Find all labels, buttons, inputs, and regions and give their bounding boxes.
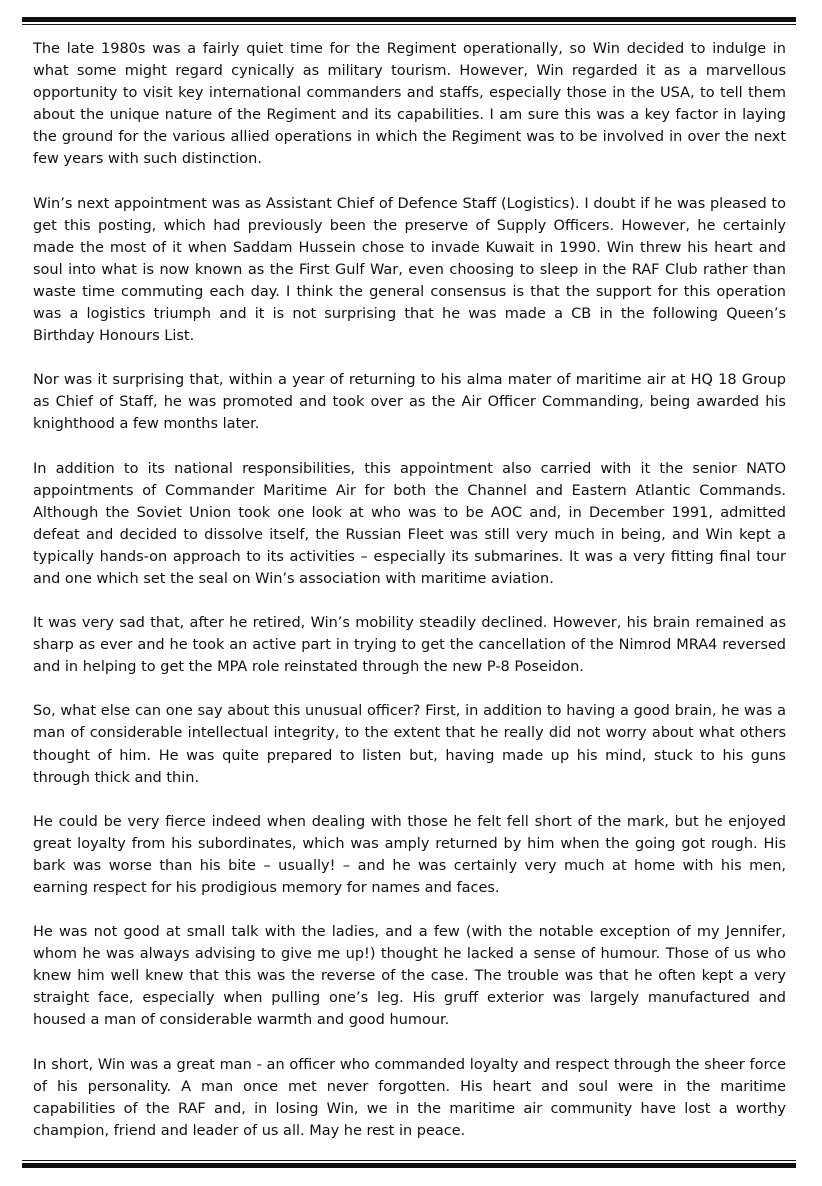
- top-rule: [22, 17, 796, 25]
- paragraph: He was not good at small talk with the ladies, and a few (with the notable exception of my Jennifer, whom he was always advising to give me up!) thought he lacked a sense of humour. Those of us who knew him well knew that this was the reverse of the case. The trouble was that he often kept a very straight face, especially when pulling one’s leg. His gruff exterior was largely manufactured and housed a man of considerable warmth and good humour.: [33, 924, 786, 1029]
- paragraph: Win’s next appointment was as Assistant Chief of Defence Staff (Logistics). I doubt if he was pleased to get this posting, which had previously been the preserve of Supply Officers. However, he certainly made the most of it when Saddam Hussein chose to invade Kuwait in 1990. Win threw his heart and soul into what is now known as the First Gulf War, even choosing to sleep in the RAF Club rather than waste time commuting each day. I think the general consensus is that the support for this operation was a logistics triumph and it is not surprising that he was made a CB in the following Queen’s Birthday Honours List.: [33, 195, 786, 345]
- paragraph: The late 1980s was a fairly quiet time for the Regiment operationally, so Win decided to indulge in what some might regard cynically as military tourism. However, Win regarded it as a marvellous opportunity to visit key international commanders and staffs, especially those in the USA, to tell them about the unique nature of the Regiment and its capabilities. I am sure this was a key factor in laying the ground for the various allied operations in which the Regiment was to be involved in over the next few years with such distinction.: [33, 41, 786, 168]
- article-body: [33, 38, 786, 1142]
- top-rule-thin-line: [22, 24, 796, 25]
- bottom-rule-thin-line: [22, 1160, 796, 1161]
- paragraph: Nor was it surprising that, within a year of returning to his alma mater of maritime air at HQ 18 Group as Chief of Staff, he was promoted and took over as the Air Officer Commanding, being awarded his knighthood a few months later.: [33, 372, 786, 433]
- top-rule-thick-line: [22, 17, 796, 22]
- bottom-rule-thick-line: [22, 1163, 796, 1168]
- bottom-rule: [22, 1160, 796, 1168]
- paragraph: So, what else can one say about this unusual officer? First, in addition to having a good brain, he was a man of considerable intellectual integrity, to the extent that he really did not worry about what others thought of him. He was quite prepared to listen but, having made up his mind, stuck to his guns through thick and thin.: [33, 703, 786, 786]
- paragraph: He could be very fierce indeed when dealing with those he felt fell short of the mark, but he enjoyed great loyalty from his subordinates, which was amply returned by him when the going got rough. His bark was worse than his bite – usually! – and he was certainly very much at home with his men, earning respect for his prodigious memory for names and faces.: [33, 813, 786, 896]
- paragraph: In addition to its national responsibilities, this appointment also carried with it the senior NATO appointments of Commander Maritime Air for both the Channel and Eastern Atlantic Commands. Although the Soviet Union took one look at who was to be AOC and, in December 1991, admitted defeat and decided to dissolve itself, the Russian Fleet was still very much in being, and Win kept a typically hands-on approach to its activities – especially its submarines. It was a very fitting final tour and one which set the seal on Win’s association with maritime aviation.: [33, 460, 786, 587]
- paragraph: It was very sad that, after he retired, Win’s mobility steadily declined. However, his brain remained as sharp as ever and he took an active part in trying to get the cancellation of the Nimrod MRA4 reversed and in helping to get the MPA role reinstated through the new P-8 Poseidon.: [33, 615, 786, 676]
- paragraph: In short, Win was a great man - an officer who commanded loyalty and respect through the sheer force of his personality. A man once met never forgotten. His heart and soul were in the maritime capabilities of the RAF and, in losing Win, we in the maritime air community have lost a worthy champion, friend and leader of us all. May he rest in peace.: [33, 1056, 786, 1139]
